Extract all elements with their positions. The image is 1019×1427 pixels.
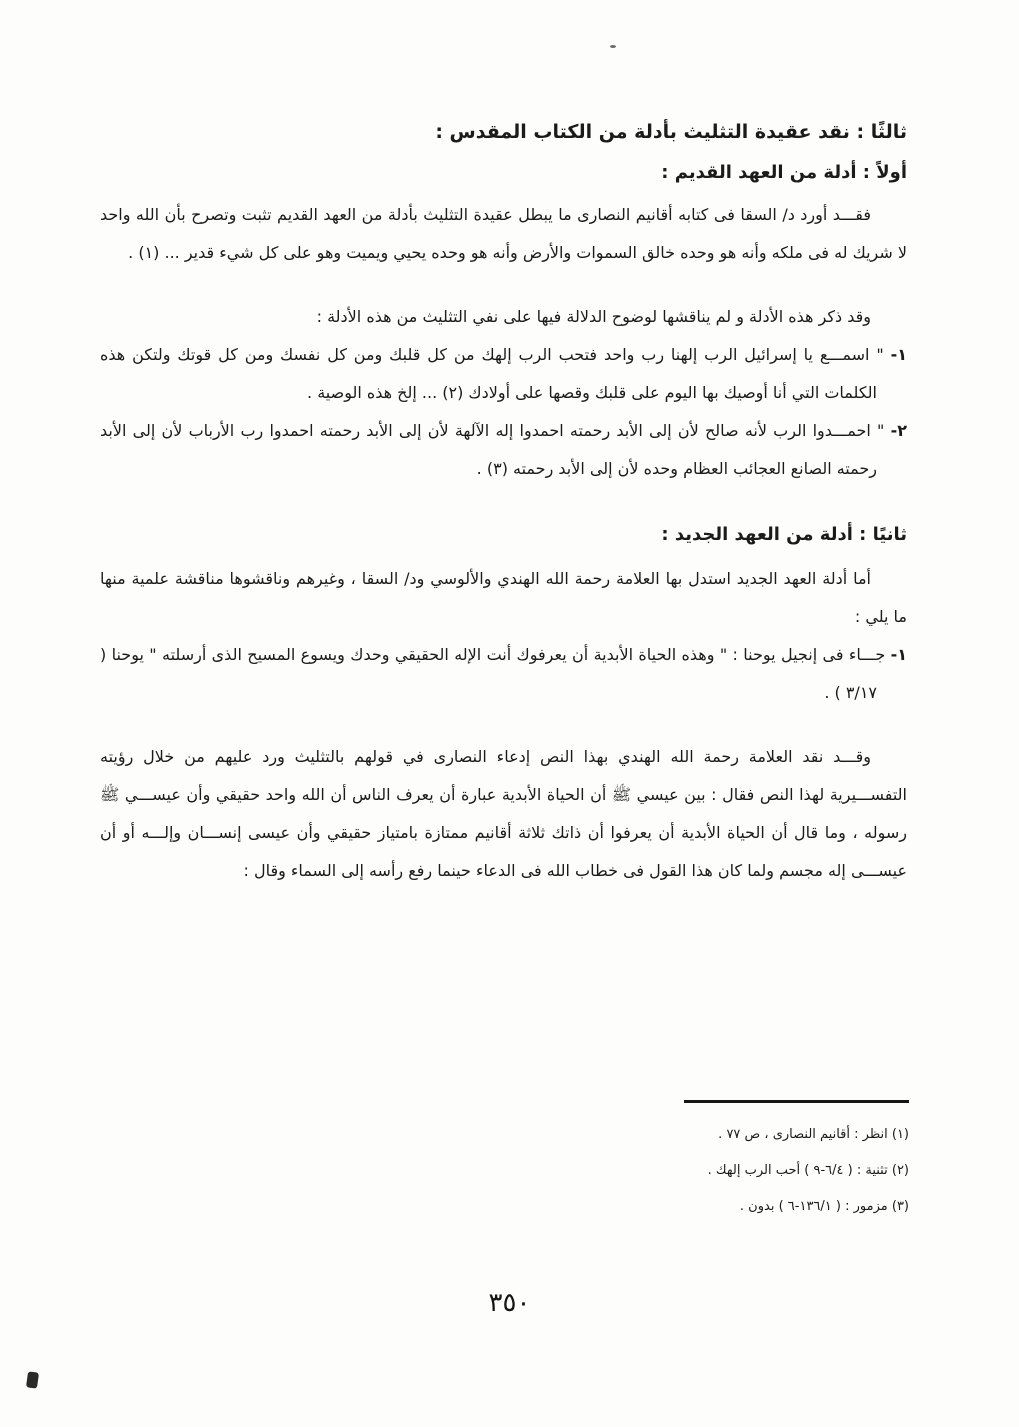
subheading-new-testament: ثانيًا : أدلة من العهد الجديد : (661, 524, 907, 545)
new-testament-evidence-1 (100, 636, 907, 712)
evidence-text: " اسمـــع يا إسرائيل الرب إلهنا رب واحد فتحب الرب إلهك من كل قلبك ومن كل نفسك ومن كل قوتك ولتكن هذه الكلمات التي أنا أوصيك بها اليوم على قلبك وقصها على أولادك (٢) ... إلخ هذه الوصية . (100, 345, 884, 402)
scan-artifact-top (610, 45, 616, 48)
footnote-divider (684, 1100, 909, 1103)
evidence-text: " احمـــدوا الرب لأنه صالح لأن إلى الأبد رحمته احمدوا إله الآلهة لأن إلى الأبد رحمته احمدوا رب الأرباب لأن إلى الأبد رحمته الصانع العجائب العظام وحده لأن إلى الأبد رحمته (٣) . (100, 421, 885, 478)
footnote-3: (٣) مزمور : ( ١٣٦/١-٦ ) بدون . (739, 1199, 909, 1214)
evidence-text: جـــاء فى إنجيل يوحنا : " وهذه الحياة الأبدية أن يعرفوك أنت الإله الحقيقي وحدك ويسوع المسيح الذى أرسلته " يوحنا ( ٣/١٧ ) . (100, 645, 886, 702)
subheading-old-testament: أولاً : أدلة من العهد القديم : (661, 162, 907, 183)
footnotes-section (684, 1100, 909, 1225)
evidence-marker: ١- (890, 645, 908, 664)
old-testament-intro-paragraph: فقـــد أورد د/ السقا فى كتابه أقانيم النصارى ما يبطل عقيدة التثليث بأدلة من العهد القديم تثبت وتصرح بأن الله واحد لا شريك له فى ملكه وأنه هو وحده خالق السموات والأرض وأنه هو وحده يحيي ويميت وهو على كل شيء قدير ... (١) . (100, 205, 907, 262)
page-body (100, 116, 907, 890)
old-testament-evidence-2 (100, 412, 907, 488)
footnote-2: (٢) تثنية : ( ٦/٤-٩ ) أحب الرب إلهك . (707, 1163, 909, 1178)
old-testament-evidence-1 (100, 336, 907, 412)
old-testament-note-paragraph: وقد ذكر هذه الأدلة و لم يناقشها لوضوح الدلالة فيها على نفي التثليث من هذه الأدلة : (316, 307, 871, 326)
page-number: ٣٥٠ (488, 1288, 531, 1318)
section-heading-third: ثالثًا : نقد عقيدة التثليث بأدلة من الكتاب المقدس : (435, 121, 907, 143)
new-testament-intro-paragraph: أما أدلة العهد الجديد استدل بها العلامة رحمة الله الهندي والألوسي ود/ السقا ، وغيرهم وناقشوها مناقشة علمية منها ما يلي : (100, 569, 907, 626)
footnote-1: (١) انظر : أقانيم النصارى ، ص ٧٧ . (718, 1127, 909, 1142)
evidence-marker: ١- (890, 345, 907, 364)
scan-artifact-bottom (26, 1371, 39, 1388)
evidence-marker: ٢- (890, 421, 908, 440)
commentary-paragraph: وقـــد نقد العلامة رحمة الله الهندي بهذا النص إدعاء النصارى في قولهم بالتثليث ورد عليهم من خلال رؤيته التفســـيرية لهذا النص فقال : بين عيسي ﷺ أن الحياة الأبدية عبارة أن يعرف الناس أن الله واحد حقيقي وأن عيســـي ﷺ رسوله ، وما قال أن الحياة الأبدية أن يعرفوا أن ذاتك ثلاثة أقانيم ممتازة بامتياز حقيقي وأن عيسى إنســـان وإلـــه أو أن عيســـى إله مجسم ولما كان هذا القول فى خطاب الله فى الدعاء حينما رفع رأسه إلى السماء وقال : (100, 747, 907, 880)
